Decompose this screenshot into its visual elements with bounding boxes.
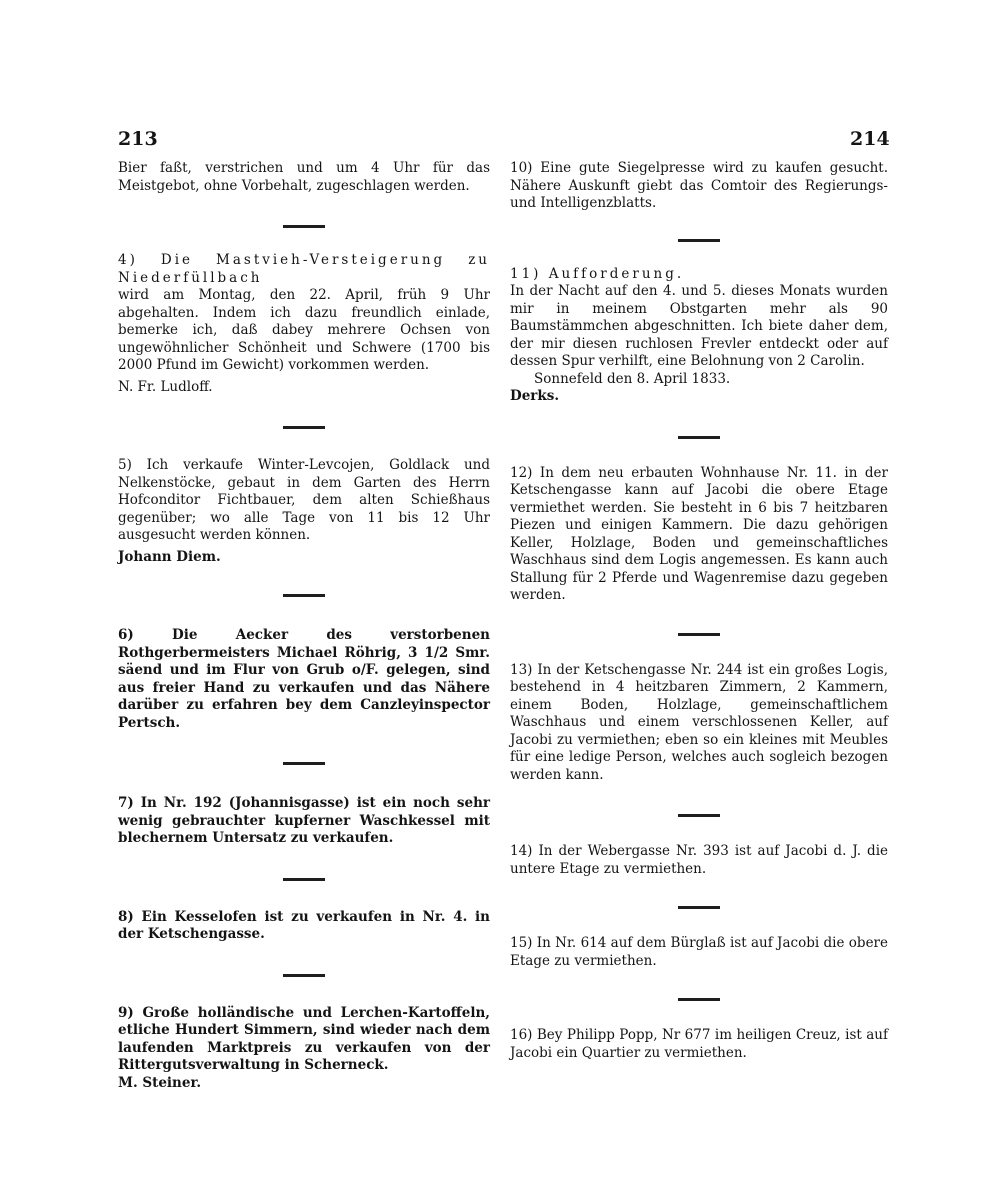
- entry-13: [510, 662, 888, 785]
- page-number-right: 214: [850, 128, 890, 150]
- entry-text: 5) Ich verkaufe Winter-Levcojen, Goldlack und Nelkenstöcke, gebaut in dem Garten des Herrn Hofconditor Fichtbauer, dem alten Schießhaus gegenüber; wo alle Tage von 11 bis 12 Uhr ausgesucht werden können.: [118, 457, 490, 543]
- separator-rule: [678, 436, 720, 439]
- entry-5: [118, 457, 490, 566]
- entry-15: [510, 935, 888, 970]
- right-column: [510, 160, 888, 1062]
- entry-7: [118, 795, 490, 848]
- entry-text: 10) Eine gute Siegelpresse wird zu kaufen gesucht. Nähere Auskunft giebt das Comtoir des Regierungs- und Intelligenzblatts.: [510, 160, 888, 211]
- separator-rule: [283, 878, 325, 881]
- separator-rule: [283, 594, 325, 597]
- entry-text: 13) In der Ketschengasse Nr. 244 ist ein großes Logis, bestehend in 4 heitzbaren Zimmern, 2 Kammern, einem Boden, Holzlage, gemeinschaftlichem Waschhaus und einem verschlossenen Keller, auf Jacobi zu vermiethen; eben so ein kleines mit Meubles für eine ledige Person, welches auch sogleich bezogen werden kann.: [510, 661, 888, 783]
- entry-signature: Derks.: [510, 388, 560, 404]
- entry-8: [118, 909, 490, 944]
- entry-text: In der Nacht auf den 4. und 5. dieses Monats wurden mir in meinem Obstgarten mehr als 90 Baumstämmchen abgeschnitten. Ich biete daher dem, der mir diesen ruchlosen Frevler entdeckt oder auf dessen Spur verhilft, eine Belohnung von 2 Carolin.: [510, 283, 888, 369]
- separator-rule: [678, 906, 720, 909]
- entry-11: [510, 266, 888, 406]
- separator-rule: [678, 633, 720, 636]
- entry-10: [510, 160, 888, 213]
- entry-text: 6) Die Aecker des verstorbenen Rothgerbermeisters Michael Röhrig, 3 1/2 Smr. säend und im Flur von Grub o/F. gelegen, sind aus freier Hand zu verkaufen und das Nähere darüber zu erfahren bey dem Canzleyinspector Pertsch.: [118, 627, 490, 731]
- separator-rule: [283, 762, 325, 765]
- separator-rule: [283, 974, 325, 977]
- entry-4: [118, 252, 490, 396]
- entry-text: 14) In der Webergasse Nr. 393 ist auf Jacobi d. J. die untere Etage zu vermiethen.: [510, 843, 888, 877]
- entry-3-continuation: [118, 160, 490, 195]
- entry-12: [510, 465, 888, 605]
- entry-text: 7) In Nr. 192 (Johannisgasse) ist ein noch sehr wenig gebrauchter kupferner Waschkessel mit blechernem Untersatz zu verkaufen.: [118, 795, 490, 846]
- entry-heading: 4) Die Mastvieh-Versteigerung zu Niederfüllbach: [118, 252, 490, 286]
- separator-rule: [283, 225, 325, 228]
- separator-rule: [283, 426, 325, 429]
- entry-text: Bier faßt, verstrichen und um 4 Uhr für das Meistgebot, ohne Vorbehalt, zugeschlagen werden.: [118, 160, 490, 194]
- entry-6: [118, 627, 490, 732]
- entry-date: Sonnefeld den 8. April 1833.: [534, 370, 731, 387]
- entry-text: 9) Große holländische und Lerchen-Kartoffeln, etliche Hundert Simmern, sind wieder nach dem laufenden Marktpreis zu verkaufen von der Rittergutsverwaltung in Scherneck.: [118, 1004, 490, 1073]
- entry-text: 12) In dem neu erbauten Wohnhause Nr. 11. in der Ketschengasse kann auf Jacobi die obere Etage vermiethet werden. Sie besteht in 6 bis 7 heitzbaren Piezen und einigen Kammern. Die dazu gehörigen Keller, Holzlage, Boden und gemeinschaftliches Waschhaus sind dem Logis angemessen. Es kann auch Stallung für 2 Pferde und Wagenremise dazu gegeben werden.: [510, 464, 888, 603]
- left-column: [118, 160, 490, 1092]
- separator-rule: [678, 998, 720, 1001]
- entry-text: 15) In Nr. 614 auf dem Bürglaß ist auf Jacobi die obere Etage zu vermiethen.: [510, 935, 888, 969]
- separator-rule: [678, 239, 720, 242]
- entry-signature: M. Steiner.: [118, 1074, 202, 1091]
- entry-heading: 11) Aufforderung.: [510, 265, 685, 282]
- entry-16: [510, 1027, 888, 1062]
- entry-text: 8) Ein Kesselofen ist zu verkaufen in Nr. 4. in der Ketschengasse.: [118, 908, 490, 942]
- entry-9: [118, 1005, 490, 1093]
- page-number-left: 213: [118, 128, 158, 150]
- entry-signature: N. Fr. Ludloff.: [118, 378, 213, 395]
- entry-14: [510, 843, 888, 878]
- entry-text: 16) Bey Philipp Popp, Nr 677 im heiligen Creuz, ist auf Jacobi ein Quartier zu vermiethen.: [510, 1027, 888, 1061]
- separator-rule: [678, 814, 720, 817]
- entry-text: wird am Montag, den 22. April, früh 9 Uhr abgehalten. Indem ich dazu freundlich einlade, bemerke ich, daß dabey mehrere Ochsen von ungewöhnlicher Schönheit und Schwere (1700 bis 2000 Pfund im Gewicht) vorkommen werden.: [118, 287, 490, 373]
- entry-signature: Johann Diem.: [118, 548, 221, 565]
